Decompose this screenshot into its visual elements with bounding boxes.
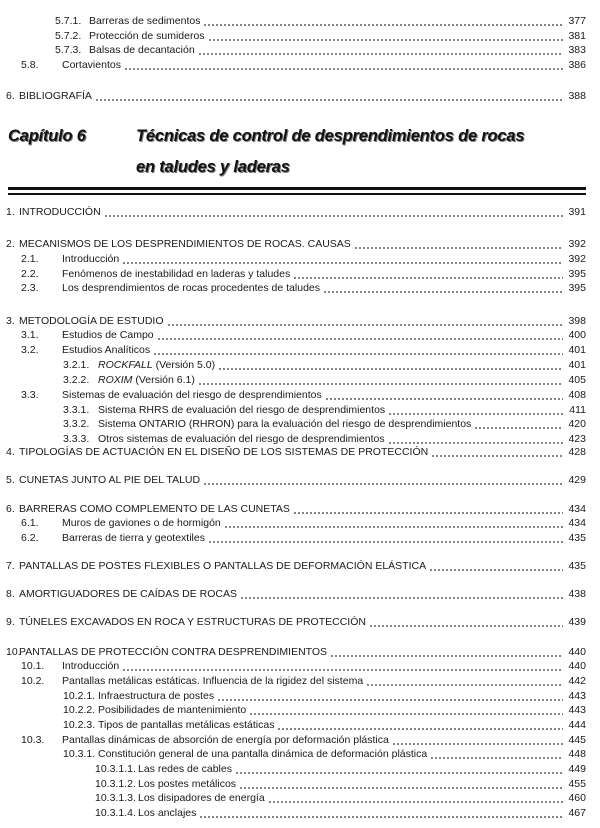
toc-entry-line bbox=[89, 43, 586, 57]
toc-entry-number: 3.2.1. bbox=[63, 359, 90, 371]
toc-entry-page: 377 bbox=[568, 15, 586, 27]
toc-entry-page: 383 bbox=[568, 44, 586, 56]
toc-entry-number: 6.1. bbox=[21, 517, 39, 529]
toc-entry bbox=[0, 445, 600, 459]
toc-entry-title: PANTALLAS DE POSTES FLEXIBLES O PANTALLAS DE DEFORMACIÓN ELÁSTICA bbox=[19, 560, 427, 572]
dot-leader bbox=[217, 689, 563, 703]
toc-entry bbox=[0, 674, 600, 688]
toc-entry-number: 10.1. bbox=[21, 660, 45, 672]
toc-entry-page: 428 bbox=[568, 446, 586, 458]
toc-entry-number: 3. bbox=[6, 315, 15, 327]
toc-entry bbox=[0, 502, 600, 516]
toc-entry-page: 392 bbox=[568, 238, 586, 250]
toc-entry-page: 434 bbox=[568, 517, 586, 529]
toc-entry-line bbox=[98, 403, 586, 417]
toc-entry bbox=[0, 791, 600, 805]
dot-leader bbox=[430, 747, 563, 761]
toc-entry-number: 10.2.2. bbox=[63, 704, 96, 716]
toc-entry-number: 3.1. bbox=[21, 329, 39, 341]
toc-entry bbox=[0, 403, 600, 417]
toc-entry-number: 7. bbox=[6, 560, 15, 572]
toc-entry-page: 423 bbox=[568, 433, 586, 445]
toc-entry-title: Tipos de pantallas metálicas estáticas bbox=[98, 719, 275, 731]
toc-entry-line bbox=[62, 531, 586, 545]
toc-entry-title: Sistema ONTARIO (RHRON) para la evaluación del riesgo de desprendimientos bbox=[98, 418, 472, 430]
toc-entry-number: 10.3.1.3. bbox=[95, 792, 136, 804]
toc-entry-page: 445 bbox=[568, 734, 586, 746]
toc-entry-line bbox=[98, 417, 586, 431]
toc-entry-number: 3.2.2. bbox=[63, 374, 90, 386]
toc-entry-title: Muros de gaviones o de hormigón bbox=[62, 517, 221, 529]
toc-entry-number: 10.2. bbox=[21, 675, 45, 687]
toc-entry-page: 401 bbox=[568, 344, 586, 356]
toc-entry-page: 395 bbox=[568, 268, 586, 280]
toc-entry bbox=[0, 559, 600, 573]
toc-entry-title: MECANISMOS DE LOS DESPRENDIMIENTOS DE ROCAS. CAUSAS bbox=[19, 238, 351, 250]
toc-entry bbox=[0, 388, 600, 402]
toc-entry-title: CUNETAS JUNTO AL PIE DEL TALUD bbox=[19, 474, 201, 486]
toc-entry-title: Los postes metálicos bbox=[138, 778, 237, 790]
toc-entry-page: 443 bbox=[568, 690, 586, 702]
toc-entry-line bbox=[19, 205, 586, 219]
toc-entry-number: 2.2. bbox=[21, 268, 39, 280]
toc-entry-line bbox=[89, 29, 586, 43]
toc-entry-title: Sistema RHRS de evaluación del riesgo de desprendimientos bbox=[98, 404, 386, 416]
toc-entry-line bbox=[138, 762, 586, 776]
toc-entry-line bbox=[62, 58, 586, 72]
dot-leader bbox=[369, 615, 563, 629]
toc-entry bbox=[0, 417, 600, 431]
toc-entry bbox=[0, 373, 600, 387]
toc-entry-line bbox=[62, 659, 586, 673]
toc-entry-line bbox=[98, 373, 586, 387]
dot-leader bbox=[293, 502, 563, 516]
toc-entry-title-rest: (Versión 6.1) bbox=[132, 374, 195, 386]
toc-entry-page: 467 bbox=[568, 807, 586, 819]
toc-entry bbox=[0, 689, 600, 703]
toc-entry bbox=[0, 747, 600, 761]
dot-leader bbox=[366, 674, 563, 688]
toc-entry-line bbox=[19, 559, 586, 573]
dot-leader bbox=[388, 432, 563, 446]
toc-entry-line bbox=[19, 314, 586, 328]
dot-leader bbox=[122, 659, 563, 673]
toc-entry-line bbox=[98, 432, 586, 446]
chapter-label: Capítulo 6 bbox=[8, 127, 86, 145]
toc-entry-number: 2. bbox=[6, 238, 15, 250]
toc-entry-page: 400 bbox=[568, 329, 586, 341]
toc-entry-title: TIPOLOGÍAS DE ACTUACIÓN EN EL DISEÑO DE LOS SISTEMAS DE PROTECCIÓN bbox=[19, 446, 429, 458]
toc-entry-page: 391 bbox=[568, 206, 586, 218]
toc-entry-title: Posibilidades de mantenimiento bbox=[98, 704, 247, 716]
dot-leader bbox=[208, 29, 563, 43]
toc-entry-number: 10.3.1. bbox=[63, 748, 96, 760]
toc-entry-page: 438 bbox=[568, 588, 586, 600]
dot-leader bbox=[354, 237, 563, 251]
toc-entry-title: Introducción bbox=[62, 660, 120, 672]
toc-entry-line bbox=[62, 733, 586, 747]
toc-entry-title: Barreras de tierra y geotextiles bbox=[62, 532, 205, 544]
toc-entry-title: Infraestructura de postes bbox=[98, 690, 215, 702]
toc-entry-title: Introducción bbox=[62, 253, 120, 265]
toc-entry-title: Protección de sumideros bbox=[89, 30, 205, 42]
toc-entry-page: 442 bbox=[568, 675, 586, 687]
toc-entry bbox=[0, 806, 600, 820]
toc-entry-number: 5. bbox=[6, 474, 15, 486]
dot-leader bbox=[249, 703, 563, 717]
toc-entry-page: 443 bbox=[568, 704, 586, 716]
toc-entry-number: 9. bbox=[6, 616, 15, 628]
toc-entry-line bbox=[138, 791, 586, 805]
toc-entry-number: 10.3. bbox=[21, 734, 45, 746]
toc-entry bbox=[0, 762, 600, 776]
toc-entry-number: 5.7.2. bbox=[55, 30, 82, 42]
toc-entry-title: Estudios Analíticos bbox=[62, 344, 151, 356]
dot-leader bbox=[277, 718, 563, 732]
toc-entry-line bbox=[138, 777, 586, 791]
toc-entry-line bbox=[98, 689, 586, 703]
toc-entry-page: 381 bbox=[568, 30, 586, 42]
toc-entry-number: 8. bbox=[6, 588, 15, 600]
toc-entry bbox=[0, 89, 600, 103]
toc-entry-line bbox=[62, 328, 586, 342]
toc-entry bbox=[0, 432, 600, 446]
toc-entry bbox=[0, 516, 600, 530]
dot-leader bbox=[224, 516, 563, 530]
toc-entry-line bbox=[19, 89, 586, 103]
dot-leader bbox=[268, 791, 563, 805]
chapter-title-line1: Técnicas de control de desprendimientos de rocas bbox=[136, 127, 525, 145]
toc-entry-number: 3.3.3. bbox=[63, 433, 90, 445]
chapter-title-line2: en taludes y laderas bbox=[136, 158, 290, 176]
toc-entry-title: Estudios de Campo bbox=[62, 329, 154, 341]
toc-entry-line bbox=[62, 252, 586, 266]
toc-entry bbox=[0, 281, 600, 295]
toc-entry-page: 411 bbox=[569, 404, 586, 416]
toc-entry bbox=[0, 267, 600, 281]
toc-entry-line bbox=[62, 281, 586, 295]
dot-leader bbox=[323, 281, 563, 295]
toc-entry-line bbox=[62, 674, 586, 688]
toc-entry bbox=[0, 777, 600, 791]
toc-entry-number: 6. bbox=[6, 503, 15, 515]
dot-leader bbox=[95, 89, 563, 103]
toc-entry-title: Otros sistemas de evaluación del riesgo de desprendimientos bbox=[98, 433, 385, 445]
dot-leader bbox=[330, 645, 563, 659]
toc-entry-number: 3.2. bbox=[21, 344, 39, 356]
toc-entry-line bbox=[98, 747, 586, 761]
toc-entry-number: 6. bbox=[6, 90, 15, 102]
toc-entry-title: Balsas de decantación bbox=[89, 44, 195, 56]
toc-entry-line bbox=[62, 267, 586, 281]
dot-leader bbox=[388, 403, 563, 417]
toc-entry bbox=[0, 58, 600, 72]
dot-leader bbox=[429, 559, 563, 573]
toc-entry-title: Sistemas de evaluación del riesgo de desprendimientos bbox=[62, 389, 322, 401]
toc-entry-number: 5.8. bbox=[21, 59, 39, 71]
dot-leader bbox=[218, 358, 563, 372]
toc-entry-number: 3.3.1. bbox=[63, 404, 90, 416]
chapter-rule-thin bbox=[8, 193, 586, 195]
toc-entry bbox=[0, 14, 600, 28]
toc-entry-line bbox=[62, 388, 586, 402]
toc-entry-line bbox=[98, 703, 586, 717]
dot-leader bbox=[239, 777, 563, 791]
toc-entry bbox=[0, 314, 600, 328]
dot-leader bbox=[157, 328, 563, 342]
toc-entry bbox=[0, 343, 600, 357]
toc-entry-page: 405 bbox=[568, 374, 586, 386]
toc-entry-line bbox=[19, 615, 586, 629]
toc-entry-page: 395 bbox=[568, 282, 586, 294]
toc-entry-title: PANTALLAS DE PROTECCIÓN CONTRA DESPRENDIMIENTOS bbox=[19, 646, 328, 658]
toc-entry-title: Los anclajes bbox=[138, 807, 197, 819]
toc-entry-title-italic: ROXIM bbox=[98, 374, 133, 386]
toc-entry-title: Constitución general de una pantalla dinámica de deformación plástica bbox=[98, 748, 428, 760]
dot-leader bbox=[124, 58, 563, 72]
toc-entry-line bbox=[62, 516, 586, 530]
toc-entry-title: Los disipadores de energía bbox=[138, 792, 265, 804]
toc-entry-page: 455 bbox=[568, 778, 586, 790]
toc-entry-line bbox=[19, 587, 586, 601]
toc-entry-number: 1. bbox=[6, 206, 15, 218]
toc-entry bbox=[0, 358, 600, 372]
toc-entry-title: Barreras de sedimentos bbox=[89, 15, 201, 27]
toc-entry bbox=[0, 29, 600, 43]
toc-entry-page: 449 bbox=[568, 763, 586, 775]
toc-entry-number: 10.3.1.1. bbox=[95, 763, 136, 775]
toc-entry bbox=[0, 237, 600, 251]
toc-entry-number: 4. bbox=[6, 446, 15, 458]
dot-leader bbox=[153, 343, 563, 357]
dot-leader bbox=[203, 473, 563, 487]
toc-entry-title-rest: (Versión 5.0) bbox=[152, 359, 216, 371]
toc-entry-line bbox=[89, 14, 586, 28]
toc-entry-title: TÚNELES EXCAVADOS EN ROCA Y ESTRUCTURAS DE PROTECCIÓN bbox=[19, 616, 366, 628]
toc-entry-number: 2.3. bbox=[21, 282, 39, 294]
toc-entry-page: 448 bbox=[568, 748, 586, 760]
toc-entry-page: 439 bbox=[568, 616, 586, 628]
toc-entry-line bbox=[19, 237, 586, 251]
toc-entry-page: 386 bbox=[568, 59, 586, 71]
toc-entry bbox=[0, 205, 600, 219]
toc-entry-title: Los desprendimientos de rocas procedentes de taludes bbox=[62, 282, 320, 294]
toc-entry-page: 408 bbox=[568, 389, 586, 401]
toc-entry bbox=[0, 733, 600, 747]
dot-leader bbox=[235, 762, 563, 776]
dot-leader bbox=[431, 445, 563, 459]
toc-entry bbox=[0, 43, 600, 57]
toc-entry-title: Pantallas dinámicas de absorción de energía por deformación plástica bbox=[62, 734, 389, 746]
dot-leader bbox=[203, 14, 563, 28]
dot-leader bbox=[199, 806, 563, 820]
toc-entry-number: 3.3. bbox=[21, 389, 39, 401]
dot-leader bbox=[167, 314, 564, 328]
toc-entry-page: 460 bbox=[568, 792, 586, 804]
toc-entry-title: BIBLIOGRAFÍA bbox=[19, 90, 92, 102]
toc-entry-number: 10.2.3. bbox=[63, 719, 96, 731]
dot-leader bbox=[104, 205, 563, 219]
toc-entry-number: 5.7.3. bbox=[55, 44, 82, 56]
toc-entry bbox=[0, 587, 600, 601]
toc-entry-title bbox=[98, 358, 218, 372]
toc-entry-line bbox=[62, 343, 586, 357]
toc-entry-number: 6.2. bbox=[21, 532, 39, 544]
toc-entry-page: 435 bbox=[568, 560, 586, 572]
toc-entry-title: METODOLOGÍA DE ESTUDIO bbox=[19, 315, 164, 327]
toc-entry bbox=[0, 659, 600, 673]
toc-entry-number: 2.1. bbox=[21, 253, 39, 265]
toc-entry-page: 398 bbox=[568, 315, 586, 327]
dot-leader bbox=[325, 388, 563, 402]
toc-entry-page: 429 bbox=[568, 474, 586, 486]
toc-entry-line bbox=[19, 502, 586, 516]
toc-entry-title: Cortavientos bbox=[62, 59, 121, 71]
dot-leader bbox=[392, 733, 563, 747]
dot-leader bbox=[474, 417, 563, 431]
dot-leader bbox=[293, 267, 563, 281]
toc-entry-page: 420 bbox=[568, 418, 586, 430]
toc-entry-line bbox=[98, 358, 586, 372]
toc-entry-page: 444 bbox=[568, 719, 586, 731]
toc-entry-page: 435 bbox=[568, 532, 586, 544]
toc-entry bbox=[0, 615, 600, 629]
toc-entry-title: BARRERAS COMO COMPLEMENTO DE LAS CUNETAS bbox=[19, 503, 290, 515]
toc-entry bbox=[0, 473, 600, 487]
toc-entry-title: Fenómenos de inestabilidad en laderas y taludes bbox=[62, 268, 291, 280]
toc-entry-page: 434 bbox=[568, 503, 586, 515]
toc-entry-number: 10.3.1.4. bbox=[95, 807, 136, 819]
toc-entry-line bbox=[19, 645, 586, 659]
dot-leader bbox=[198, 43, 563, 57]
toc-entry-title: Pantallas metálicas estáticas. Influencia de la rigidez del sistema bbox=[62, 675, 364, 687]
toc-entry-page: 440 bbox=[568, 646, 586, 658]
toc-entry-page: 440 bbox=[568, 660, 586, 672]
toc-entry-title: AMORTIGUADORES DE CAÍDAS DE ROCAS bbox=[19, 588, 238, 600]
chapter-rule-thick bbox=[8, 187, 586, 190]
toc-entry-number: 5.7.1. bbox=[55, 15, 82, 27]
toc-entry-title: Las redes de cables bbox=[138, 763, 232, 775]
toc-entry-page: 388 bbox=[568, 90, 586, 102]
toc-entry-line bbox=[98, 718, 586, 732]
toc-entry-line bbox=[138, 806, 586, 820]
dot-leader bbox=[198, 373, 563, 387]
toc-entry-number: 10. bbox=[6, 646, 21, 658]
toc-entry bbox=[0, 531, 600, 545]
toc-entry-page: 401 bbox=[568, 359, 586, 371]
toc-entry-title bbox=[98, 373, 198, 387]
toc-entry-number: 10.2.1. bbox=[63, 690, 96, 702]
toc-entry-page: 392 bbox=[568, 253, 586, 265]
toc-entry-number: 3.3.2. bbox=[63, 418, 90, 430]
toc-entry bbox=[0, 703, 600, 717]
dot-leader bbox=[122, 252, 563, 266]
toc-entry bbox=[0, 252, 600, 266]
toc-entry-title: INTRODUCCIÓN bbox=[19, 206, 101, 218]
toc-entry-line bbox=[19, 473, 586, 487]
toc-entry bbox=[0, 718, 600, 732]
dot-leader bbox=[240, 587, 563, 601]
toc-entry-number: 10.3.1.2. bbox=[95, 778, 136, 790]
toc-entry bbox=[0, 328, 600, 342]
dot-leader bbox=[208, 531, 563, 545]
toc-entry-title-italic: ROCKFALL bbox=[98, 359, 153, 371]
toc-entry-line bbox=[19, 445, 586, 459]
toc-entry bbox=[0, 645, 600, 659]
